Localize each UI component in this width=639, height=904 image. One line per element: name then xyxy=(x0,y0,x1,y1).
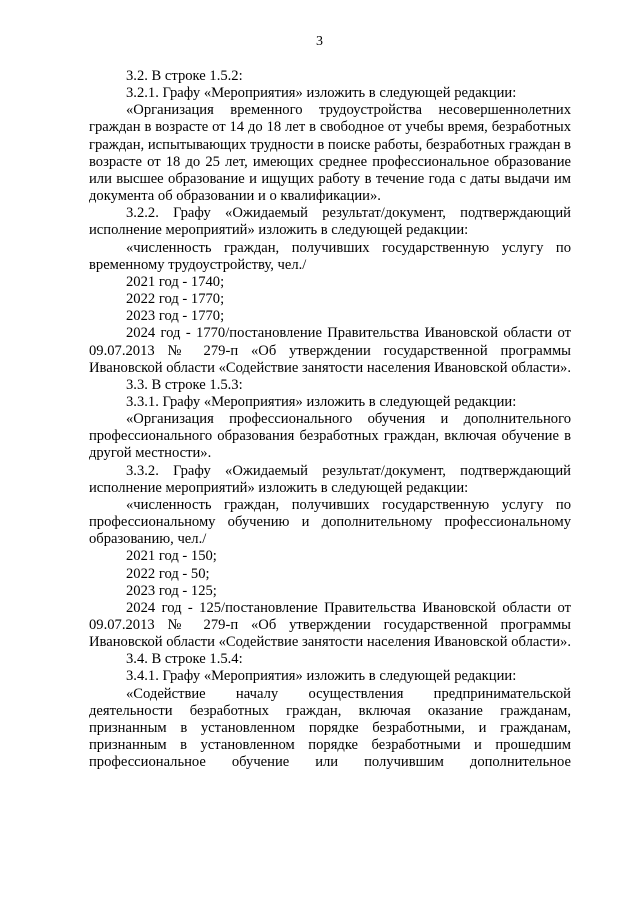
page-number: 3 xyxy=(316,34,323,49)
list-item-year-2021: 2021 год - 150; xyxy=(126,548,217,565)
list-item-year-2023: 2023 год - 1770; xyxy=(126,308,225,325)
paragraph-3-3-1: 3.3.1. Графу «Мероприятия» изложить в следующей редакции: xyxy=(126,393,517,410)
paragraph-year-2024-decree: 2024 год - 1770/постановление Правительства Ивановской области от 09.07.2013 № 279-п «Об утверждении государственной программы Ивановской области «Содействие занятости населения Ивановской области». xyxy=(89,325,571,376)
paragraph-3-4-1: 3.4.1. Графу «Мероприятия» изложить в следующей редакции: xyxy=(126,668,517,685)
paragraph-measures-1-5-4: «Содействие началу осуществления предпринимательской деятельности безработных граждан, включая оказание гражданам, признанным в установленном порядке безработными, и гражданам, признанным в установленном порядке безработными и прошедшим профессиональное обучение или получившим дополнительное xyxy=(89,685,571,771)
document-body xyxy=(89,68,571,771)
paragraph-year-2024-decree: 2024 год - 125/постановление Правительства Ивановской области от 09.07.2013 № 279-п «Об утверждении государственной программы Ивановской области «Содействие занятости населения Ивановской области». xyxy=(89,599,571,651)
list-item-year-2023: 2023 год - 125; xyxy=(126,582,217,599)
section-heading-3-3: 3.3. В строке 1.5.3: xyxy=(126,376,243,393)
section-heading-3-4: 3.4. В строке 1.5.4: xyxy=(126,651,243,668)
list-item-year-2022: 2022 год - 50; xyxy=(126,565,210,582)
section-heading-3-2: 3.2. В строке 1.5.2: xyxy=(126,68,243,84)
paragraph-3-2-2: 3.2.2. Графу «Ожидаемый результат/документ, подтверждающий исполнение мероприятий» изложить в следующей редакции: xyxy=(89,205,571,239)
paragraph-3-2-1: 3.2.1. Графу «Мероприятия» изложить в следующей редакции: xyxy=(126,85,517,102)
paragraph-3-3-2: 3.3.2. Графу «Ожидаемый результат/документ, подтверждающий исполнение мероприятий» изложить в следующей редакции: xyxy=(89,462,571,496)
list-item-year-2021: 2021 год - 1740; xyxy=(126,273,225,290)
paragraph-result-1-5-2: «численность граждан, получивших государственную услугу по временному трудоустройству, чел./ xyxy=(89,239,571,273)
paragraph-result-1-5-3: «численность граждан, получивших государственную услугу по профессиональному обучению и дополнительному профессиональному образованию, чел./ xyxy=(89,496,571,548)
paragraph-measures-1-5-3: «Организация профессионального обучения и дополнительного профессионального образования безработных граждан, включая обучение в другой местности». xyxy=(89,411,571,462)
paragraph-measures-1-5-2: «Организация временного трудоустройства несовершеннолетних граждан в возрасте от 14 до 18 лет в свободное от учебы время, безработных граждан, испытывающих трудности в поиске работы, безработных граждан в возрасте от 18 до 25 лет, имеющих среднее профессиональное образование или высшее образование и ищущих работу в течение года с даты выдачи им документа об образовании и о квалификации». xyxy=(89,102,571,205)
list-item-year-2022: 2022 год - 1770; xyxy=(126,291,225,308)
